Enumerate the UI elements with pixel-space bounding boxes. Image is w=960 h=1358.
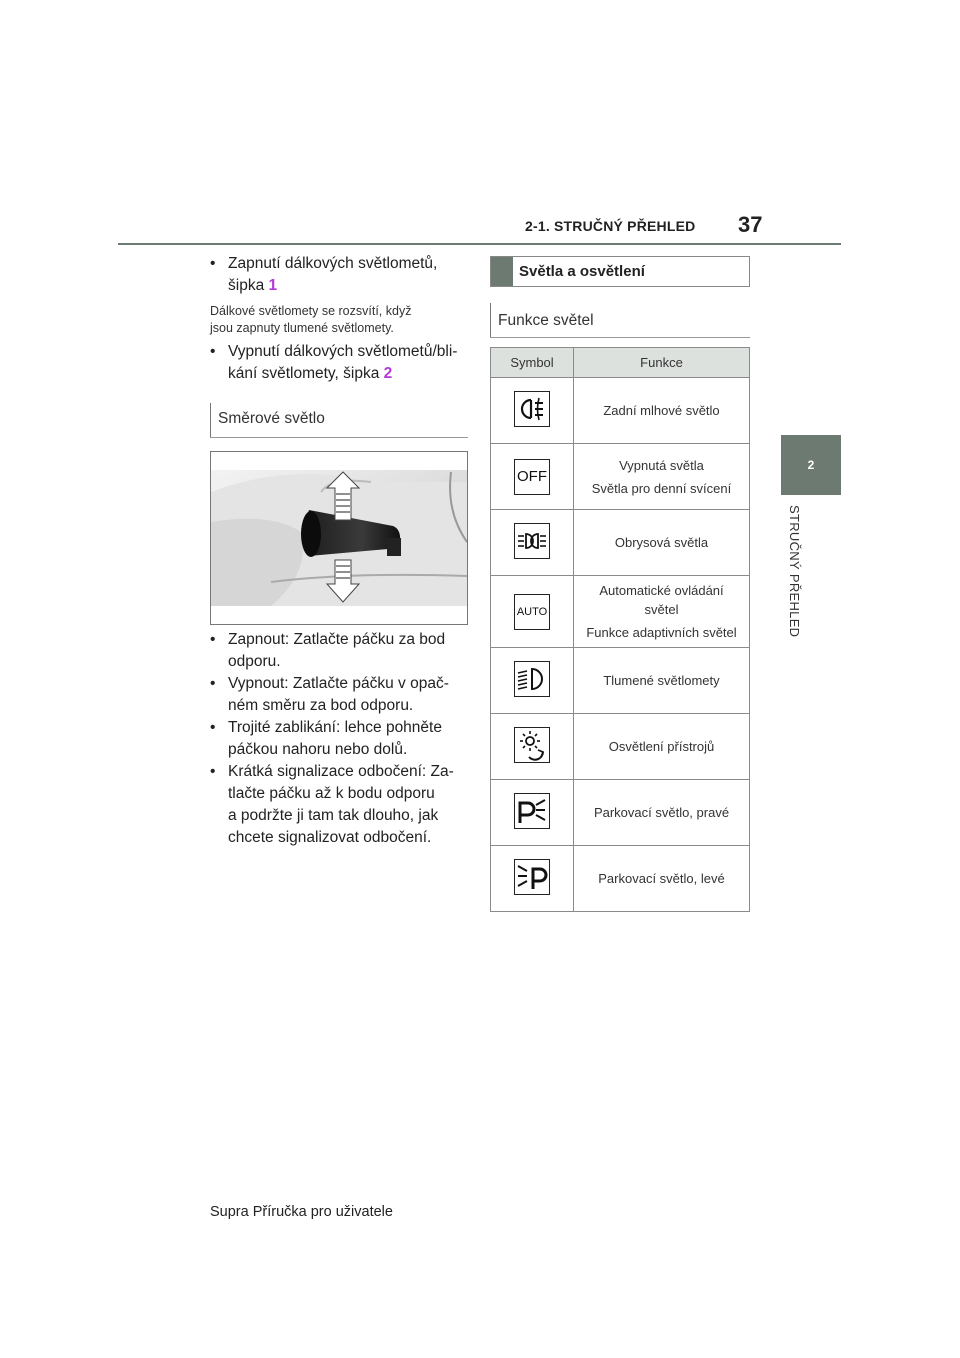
- off-icon: [514, 459, 550, 495]
- section-box-title: Světla a osvětlení: [519, 263, 645, 280]
- arrow-number: 2: [383, 365, 393, 382]
- bullet-line: Trojité zablikání: lehce pohněte: [228, 719, 442, 736]
- chapter-tab-label: STRUČNÝ PŘEHLED: [787, 505, 802, 638]
- icon-label: AUTO: [516, 605, 548, 618]
- table-row: [491, 378, 750, 444]
- function-text: Parkovací světlo, pravé: [593, 805, 730, 820]
- light-functions-table: [490, 347, 750, 912]
- bullet-line: chcete signalizovat odbočení.: [228, 829, 432, 846]
- table-row: [491, 510, 750, 576]
- rear-fog-light-icon: [514, 391, 550, 427]
- header-divider: [118, 243, 841, 245]
- bullet-line: ném směru za bod odporu.: [228, 697, 414, 714]
- low-beam-icon: [514, 661, 550, 697]
- turn-signal-illustration: [210, 451, 468, 625]
- list-item: • Vypnout: Zatlačte páčku v opač- ném směru za bod odporu.: [210, 673, 472, 717]
- parking-light-right-icon: [514, 793, 550, 829]
- symbol-cell: [491, 846, 574, 912]
- function-text: Obrysová světla: [614, 535, 709, 550]
- auto-icon: [514, 594, 550, 630]
- icon-label: OFF: [517, 467, 547, 485]
- function-text: Zadní mlhové světlo: [603, 403, 720, 418]
- section-box-marker: [491, 257, 513, 286]
- function-text: Vypnutá světla: [619, 457, 704, 473]
- symbol-cell: [491, 444, 574, 510]
- symbol-cell: [491, 576, 574, 648]
- function-text: světel: [644, 602, 679, 617]
- bullet-line: Krátká signalizace odbočení: Za-: [228, 763, 454, 780]
- note-line: Dálkové světlomety se rozsvítí, když: [210, 304, 412, 318]
- bullet-line: páčkou nahoru nebo dolů.: [228, 741, 408, 758]
- subsection-marker: [490, 303, 491, 337]
- bullet-line: a podržte ji tam tak dlouho, jak: [228, 807, 439, 824]
- function-cell: [574, 648, 750, 714]
- bullet-high-beam-off: • Vypnutí dálkových světlometů/bli- kání světlomety, šipka 2: [210, 343, 458, 382]
- note-text: [210, 303, 470, 337]
- function-cell: [574, 444, 750, 510]
- arrow-number: 1: [268, 277, 278, 294]
- function-cell: [574, 780, 750, 846]
- table-row: [491, 846, 750, 912]
- function-text: Tlumené světlomety: [603, 673, 720, 688]
- note-line: jsou zapnuty tlumené světlomety.: [210, 321, 394, 335]
- table-row: [491, 576, 750, 648]
- function-cell: [574, 378, 750, 444]
- subsection-heading: Funkce světel: [498, 312, 594, 329]
- function-text: Osvětlení přístrojů: [608, 739, 715, 754]
- bullet-line: Zapnout: Zatlačte páčku za bod: [228, 631, 446, 648]
- list-item: • Trojité zablikání: lehce pohněte páčkou nahoru nebo dolů.: [210, 717, 472, 761]
- list-item: • Krátká signalizace odbočení: Za- tlačte páčku až k bodu odporu a podržte ji tam tak dlouho, jak chcete signalizovat odbočení.: [210, 761, 472, 849]
- column-header-function: Funkce: [574, 348, 750, 378]
- bullet-high-beam-on: • Zapnutí dálkových světlometů, šipka 1: [210, 255, 438, 294]
- function-text: Světla pro denní svícení: [591, 480, 732, 496]
- section-title: 2-1. STRUČNÝ PŘEHLED: [525, 218, 696, 234]
- symbol-cell: [491, 648, 574, 714]
- function-text: Funkce adaptivních světel: [586, 625, 737, 640]
- subsection-divider: [210, 437, 468, 438]
- table-row: [491, 648, 750, 714]
- subsection-marker: [210, 403, 211, 437]
- symbol-cell: [491, 378, 574, 444]
- footer-text: Supra Příručka pro uživatele: [210, 1204, 393, 1220]
- page-number: 37: [738, 212, 763, 237]
- side-light-icon: [514, 523, 550, 559]
- function-cell: [574, 576, 750, 648]
- subsection-heading: Směrové světlo: [218, 410, 325, 427]
- bullet-line: kání světlomety, šipka: [228, 365, 384, 382]
- function-cell: [574, 714, 750, 780]
- parking-light-left-icon: [514, 859, 550, 895]
- symbol-cell: [491, 780, 574, 846]
- bullet-line: tlačte páčku až k bodu odporu: [228, 785, 435, 802]
- table-row: [491, 444, 750, 510]
- table-row: [491, 780, 750, 846]
- table-row: [491, 714, 750, 780]
- bullet-line: Vypnout: Zatlačte páčku v opač-: [228, 675, 449, 692]
- bullet-line: Zapnutí dálkových světlometů,: [228, 255, 438, 272]
- chapter-tab-number: 2: [807, 458, 815, 472]
- bullet-line: šipka: [228, 277, 269, 294]
- symbol-cell: [491, 510, 574, 576]
- function-text: Automatické ovládání: [599, 583, 724, 598]
- instrument-lighting-icon: [514, 727, 550, 763]
- column-header-symbol: Symbol: [491, 348, 574, 378]
- list-item: • Zapnout: Zatlačte páčku za bod odporu.: [210, 629, 472, 673]
- function-cell: [574, 846, 750, 912]
- symbol-cell: [491, 714, 574, 780]
- function-text: Parkovací světlo, levé: [598, 871, 725, 886]
- section-box: [490, 256, 750, 287]
- bullet-line: odporu.: [228, 653, 281, 670]
- bullet-line: Vypnutí dálkových světlometů/bli-: [228, 343, 458, 360]
- table-header-row: [491, 348, 750, 378]
- subsection-divider: [490, 337, 750, 338]
- function-cell: [574, 510, 750, 576]
